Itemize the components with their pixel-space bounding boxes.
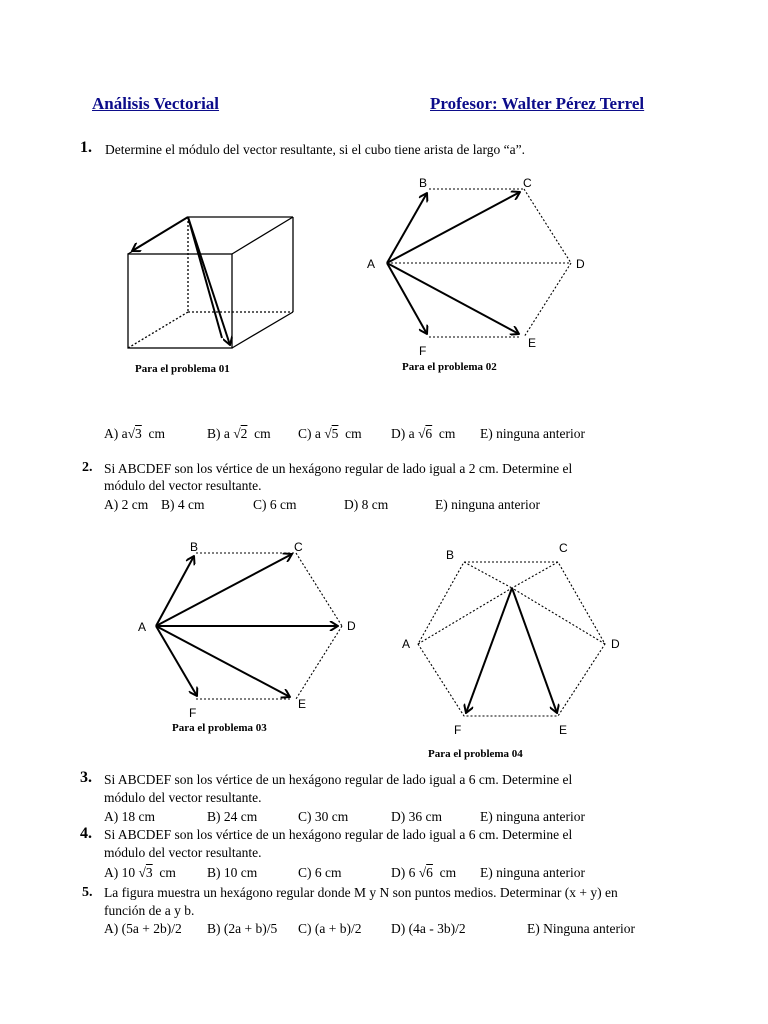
p1-option-b-unit: cm: [254, 426, 271, 441]
hex02-label-e: E: [528, 336, 537, 350]
p1-option-a-radicand: 3: [135, 426, 142, 441]
header-course-title: Análisis Vectorial: [92, 94, 220, 113]
p5-option-d[interactable]: D) (4a - 3b)/2: [391, 921, 466, 936]
hex02-label-c: C: [523, 176, 532, 190]
p4-option-d-radicand: 6: [426, 865, 433, 880]
p1-option-b-prefix: B) a: [207, 426, 230, 441]
p4-option-d-prefix: D) 6: [391, 865, 416, 880]
p2-option-c[interactable]: C) 6 cm: [253, 497, 297, 512]
hexagon-02-figure: [387, 189, 571, 337]
p1-option-c-prefix: C) a: [298, 426, 321, 441]
cube-edge-br: [232, 312, 293, 348]
cube-vector-3: [188, 217, 222, 338]
problem-5-number: 5.: [82, 885, 93, 900]
hex02-label-b: B: [419, 176, 428, 190]
p4-option-a-prefix: A) 10: [104, 865, 136, 880]
hex04-vector-f: [466, 588, 512, 713]
problem-2-line1: Si ABCDEF son los vértice de un hexágono regular de lado igual a 2 cm. Determine el: [104, 461, 573, 476]
hex04-label-a: A: [402, 637, 411, 651]
p1-option-c[interactable]: C) a √5 cm: [298, 426, 362, 441]
hex04-label-b: B: [446, 548, 455, 562]
hex03-label-c: C: [294, 540, 303, 554]
p1-option-c-unit: cm: [345, 426, 362, 441]
problem-2-number: 2.: [82, 460, 93, 475]
problem-3-line1: Si ABCDEF son los vértice de un hexágono regular de lado igual a 6 cm. Determine el: [104, 772, 573, 787]
p1-option-a-prefix: A) a: [104, 426, 128, 441]
p3-option-b[interactable]: B) 24 cm: [207, 809, 258, 824]
p4-option-d-unit: cm: [439, 865, 457, 880]
hex04-label-d: D: [611, 637, 620, 651]
cube-vector-1: [132, 217, 188, 251]
problem-5-line2: función de a y b.: [104, 903, 195, 918]
hex02-label-f: F: [419, 344, 427, 358]
problem-1-text: Determine el módulo del vector resultante, si el cubo tiene arista de largo “a”.: [105, 142, 525, 157]
p4-option-c[interactable]: C) 6 cm: [298, 865, 342, 880]
hex04-label-e: E: [559, 723, 568, 737]
p4-option-e[interactable]: E) ninguna anterior: [480, 865, 585, 880]
hexagon-03-figure: [156, 553, 342, 699]
hex03-label-a: A: [138, 620, 147, 634]
p5-option-b[interactable]: B) (2a + b)/5: [207, 921, 278, 936]
p4-option-a-radicand: 3: [145, 865, 153, 880]
p1-option-a-unit: cm: [148, 426, 166, 441]
problem-2-line2: módulo del vector resultante.: [104, 478, 262, 493]
p2-option-a[interactable]: A) 2 cm: [104, 497, 149, 512]
problem-3-number: 3.: [80, 769, 92, 786]
caption-problem-04: Para el problema 04: [428, 748, 523, 760]
hex04-label-f: F: [454, 723, 462, 737]
p1-option-d-radicand: 6: [425, 426, 433, 441]
hex02-label-d: D: [576, 257, 585, 271]
hex03-label-e: E: [298, 697, 307, 711]
caption-problem-03: Para el problema 03: [172, 722, 267, 734]
hex03-label-b: B: [190, 540, 199, 554]
p2-option-d[interactable]: D) 8 cm: [344, 497, 389, 512]
hex04-label-c: C: [559, 541, 568, 555]
problem-1-options: [104, 425, 165, 442]
problem-4-line2: módulo del vector resultante.: [104, 845, 262, 860]
hex03-label-d: D: [347, 619, 356, 633]
p4-option-d[interactable]: D) 6 √6 cm: [391, 865, 457, 880]
p4-option-a-unit: cm: [159, 865, 176, 880]
p4-option-a[interactable]: A) 10 √3 cm: [104, 865, 176, 880]
hex03-label-f: F: [189, 706, 197, 720]
p1-option-c-radicand: 5: [331, 426, 339, 441]
problem-1-number: 1.: [80, 139, 92, 156]
cube-figure: [128, 217, 293, 348]
p2-option-e[interactable]: E) ninguna anterior: [435, 497, 540, 512]
p1-option-d[interactable]: D) a √6 cm: [391, 426, 456, 441]
p5-option-e[interactable]: E) Ninguna anterior: [527, 921, 635, 936]
p5-option-a[interactable]: A) (5a + 2b)/2: [104, 921, 182, 936]
p5-option-c[interactable]: C) (a + b)/2: [298, 921, 362, 936]
p3-option-c[interactable]: C) 30 cm: [298, 809, 349, 824]
caption-problem-01: Para el problema 01: [135, 363, 230, 375]
p4-option-b[interactable]: B) 10 cm: [207, 865, 258, 880]
p3-option-e[interactable]: E) ninguna anterior: [480, 809, 585, 824]
header-professor: Profesor: Walter Pérez Terrel: [430, 94, 645, 113]
p3-option-a[interactable]: A) 18 cm: [104, 809, 155, 824]
caption-problem-02: Para el problema 02: [402, 361, 497, 373]
problem-4-line1: Si ABCDEF son los vértice de un hexágono regular de lado igual a 6 cm. Determine el: [104, 827, 573, 842]
hexagon-04-figure: [418, 562, 605, 716]
hex04-vector-e: [512, 588, 557, 713]
p3-option-d[interactable]: D) 36 cm: [391, 809, 442, 824]
p1-option-b[interactable]: B) a √2 cm: [207, 426, 271, 441]
p1-option-a[interactable]: A) a√3 cm: [104, 426, 166, 441]
p2-option-b[interactable]: B) 4 cm: [161, 497, 205, 512]
problem-4-number: 4.: [80, 825, 92, 842]
p1-option-b-radicand: 2: [240, 426, 248, 441]
cube-edge-tr: [232, 217, 293, 254]
p1-option-d-prefix: D) a: [391, 426, 415, 441]
hex02-label-a: A: [367, 257, 376, 271]
p1-option-e[interactable]: E) ninguna anterior: [480, 426, 585, 441]
problem-5-line1: La figura muestra un hexágono regular donde M y N son puntos medios. Determinar (x + y) en: [104, 885, 618, 900]
p1-option-d-unit: cm: [438, 426, 456, 441]
problem-3-line2: módulo del vector resultante.: [104, 790, 262, 805]
